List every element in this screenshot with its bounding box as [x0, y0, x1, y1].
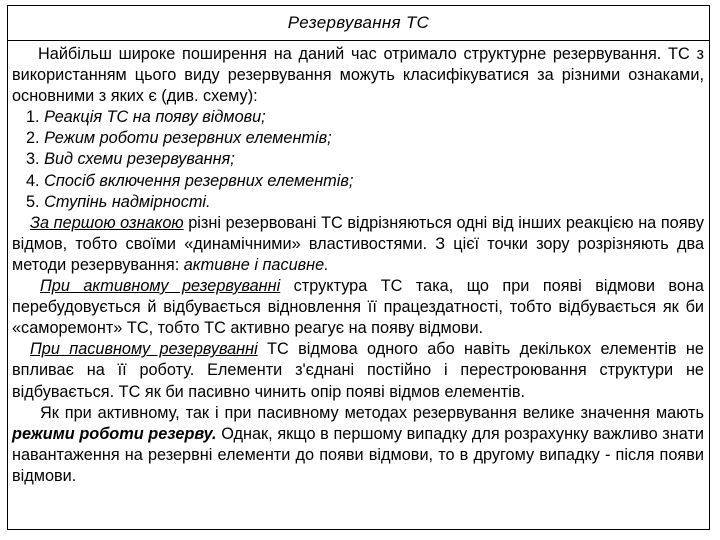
- first-criterion-paragraph: [12, 213, 704, 276]
- first-criterion-lead: За першою ознакою: [30, 213, 184, 232]
- list-item: [12, 171, 704, 192]
- list-number: 1.: [26, 108, 40, 127]
- list-text: Ступінь надмірності.: [44, 192, 211, 211]
- active-reservation-lead: При активному резервуванні: [40, 277, 281, 296]
- classification-list: [12, 107, 704, 212]
- active-reservation-paragraph: [12, 276, 704, 339]
- reserve-modes-paragraph: [12, 403, 704, 487]
- slide-frame: [7, 5, 710, 530]
- reserve-modes-bold: режими роботи резерву.: [12, 424, 217, 443]
- passive-reservation-text: ТС відмова одного або навіть декількох елементів не впливає на її роботу. Елементи з'єднані постійно і перестроювання структури не відбувається. ТС як би пасивно чинить опір появі відмов елементів.: [12, 340, 704, 401]
- list-text: Реакція ТС на появу відмови;: [44, 108, 266, 127]
- list-number: 2.: [26, 129, 40, 148]
- list-number: 4.: [26, 171, 40, 190]
- active-reservation-text: структура ТС така, що при появі відмови вона перебудовується й відбувається відновлення її працездатності, тобто відбувається як би «саморемонт» ТС, тобто ТС активно реагує на появу відмови.: [12, 277, 704, 338]
- list-item: [12, 107, 704, 128]
- slide-body: [8, 41, 709, 487]
- list-item: [12, 128, 704, 149]
- list-text: Режим роботи резервних елементів;: [44, 129, 332, 148]
- list-text: Спосіб включення резервних елементів;: [44, 171, 354, 190]
- reserve-modes-text-1: Як при активному, так і при пасивному методах резервування велике значення мають: [40, 403, 704, 422]
- list-item: [12, 149, 704, 170]
- intro-paragraph: Найбільш широке поширення на даний час отримало структурне резервування. ТС з використанням цього виду резервування можуть класифікуватися за різними ознаками, основними з яких є (див. схему):: [12, 45, 704, 106]
- passive-reservation-lead: При пасивному резервуванні: [30, 340, 258, 359]
- list-number: 3.: [26, 150, 40, 169]
- first-criterion-text: різні резервовані ТС відрізняються одні від інших реакцією на появу відмов, тобто своїми «динамічними» властивостями. З цієї точки зору розрізняють два методи резервування:: [12, 213, 704, 274]
- list-item: [12, 192, 704, 213]
- passive-reservation-paragraph: [12, 339, 704, 402]
- list-text: Вид схеми резервування;: [44, 150, 235, 169]
- list-number: 5.: [26, 192, 40, 211]
- reserve-modes-text-2: Однак, якщо в першому випадку для розрахунку важливо знати навантаження на резервні елементи до появи відмови, то в другому випадку - після появи відмови.: [12, 424, 704, 485]
- slide-title: Резервування ТС: [8, 6, 709, 41]
- first-criterion-emphasis: активне і пасивне.: [183, 255, 329, 274]
